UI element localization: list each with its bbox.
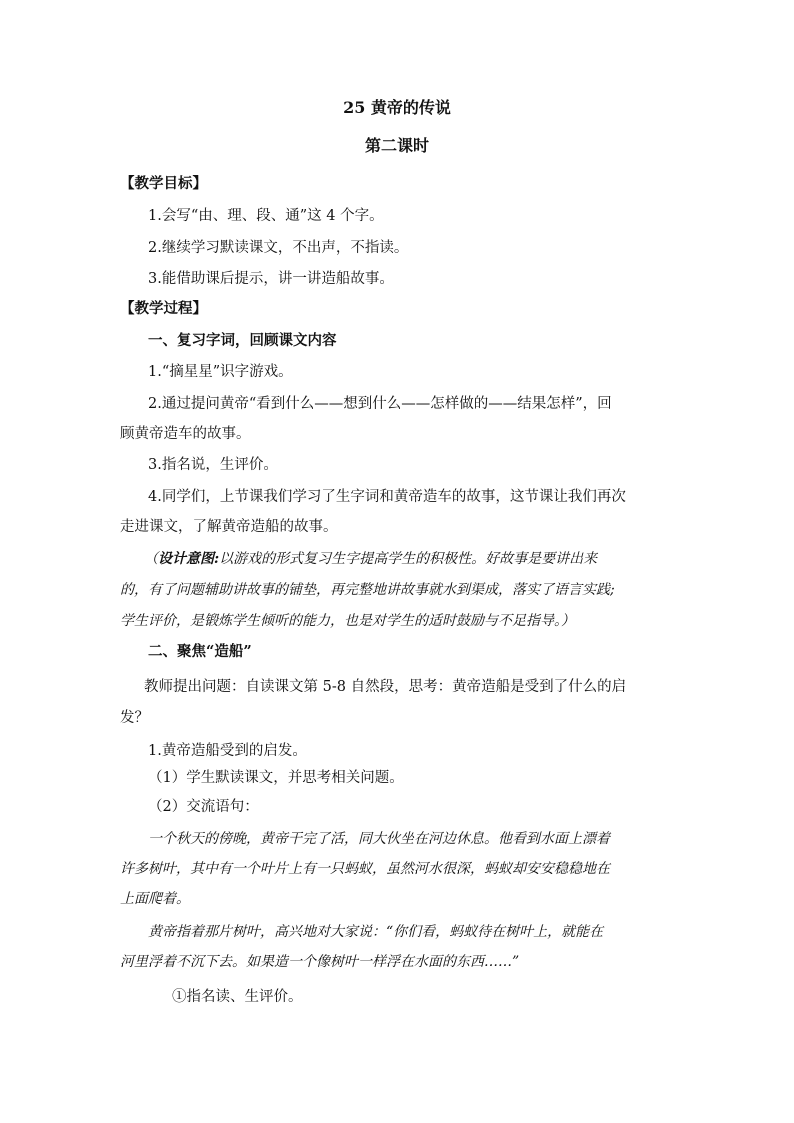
- section1-item: 3.指名说，生评价。: [148, 457, 278, 473]
- objective-item: 1.会写“由、理、段、通”这 4 个字。: [148, 208, 384, 224]
- section1-item: 2.通过提问黄帝“看到什么——想到什么——怎样做的——结果怎样”，回: [148, 396, 612, 412]
- section2-question-continued: 发？: [120, 710, 149, 726]
- section2-question: 教师提出问题：自读课文第 5-8 自然段，思考：黄帝造船是受到了什么的启: [144, 679, 627, 695]
- section1-item-continued: 顾黄帝造车的故事。: [120, 426, 251, 442]
- section2-item: 1.黄帝造船受到的启发。: [148, 743, 307, 759]
- objective-item: 2.继续学习默读课文，不出声，不指读。: [148, 240, 409, 256]
- design-note-line: 学生评价，是锻炼学生倾听的能力，也是对学生的适时鼓励与不足指导。）: [120, 613, 575, 629]
- quote-line: 上面爬着。: [120, 891, 190, 907]
- section2-subitem: （1）学生默读课文，并思考相关问题。: [148, 770, 404, 786]
- section2-heading: 二、聚焦“造船”: [148, 643, 252, 660]
- section1-heading: 一、复习字词，回顾课文内容: [148, 332, 337, 349]
- section1-item-continued: 走进课文，了解黄帝造船的故事。: [120, 519, 338, 535]
- quote-line: 黄帝指着那片树叶，高兴地对大家说：“你们看，蚂蚁待在树叶上，就能在: [148, 924, 604, 940]
- design-note-line: 的，有了问题辅助讲故事的铺垫，再完整地讲故事就水到渠成，落实了语言实践;: [120, 582, 615, 598]
- section2-subitem: （2）交流语句：: [148, 799, 259, 815]
- design-note-line: [144, 549, 597, 569]
- lesson-title: 25 黄帝的传说: [343, 98, 451, 117]
- objective-item: 3.能借助课后提示，讲一讲造船故事。: [148, 271, 394, 287]
- note-open-paren: （: [144, 551, 158, 567]
- quote-line: 许多树叶，其中有一个叶片上有一只蚂蚁，虽然河水很深，蚂蚁却安安稳稳地在: [120, 861, 610, 877]
- design-note-text: 以游戏的形式复习生字提高学生的积极性。好故事是要讲出来: [219, 551, 598, 567]
- quote-line: 一个秋天的傍晚，黄帝干完了活，同大伙坐在河边休息。他看到水面上漂着: [148, 831, 610, 847]
- objectives-header: 【教学目标】: [120, 175, 207, 192]
- quote-line: 河里浮着不沉下去。如果造一个像树叶一样浮在水面的东西……”: [120, 954, 520, 970]
- section2-step: ①指名读、生评价。: [172, 989, 303, 1005]
- design-note-label: 设计意图:: [158, 551, 220, 567]
- lesson-subtitle: 第二课时: [364, 136, 429, 155]
- section1-item: 1.“摘星星”识字游戏。: [148, 364, 293, 380]
- section1-item: 4.同学们，上节课我们学习了生字词和黄帝造车的故事，这节课让我们再次: [148, 489, 626, 505]
- process-header: 【教学过程】: [120, 300, 207, 317]
